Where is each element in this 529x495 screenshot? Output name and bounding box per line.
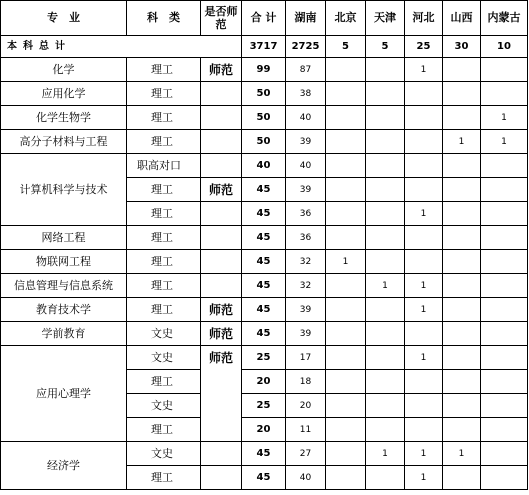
- major-name: 高分子材料与工程: [1, 130, 127, 154]
- category-cell: 理工: [127, 106, 201, 130]
- summary-value: 5: [366, 36, 405, 58]
- province-value-cell: [481, 370, 528, 394]
- province-value-cell: 1: [443, 130, 481, 154]
- total-cell: 45: [242, 226, 286, 250]
- normal-flag-cell: 师范: [201, 178, 242, 202]
- major-name: 化学生物学: [1, 106, 127, 130]
- province-value-cell: 18: [286, 370, 326, 394]
- province-value-cell: [443, 58, 481, 82]
- province-value-cell: [443, 250, 481, 274]
- province-value-cell: [443, 418, 481, 442]
- province-value-cell: 87: [286, 58, 326, 82]
- header-province-beijing: 北京: [326, 1, 366, 36]
- province-value-cell: [326, 130, 366, 154]
- category-cell: 职高对口: [127, 154, 201, 178]
- province-value-cell: [366, 346, 405, 370]
- province-value-cell: [443, 322, 481, 346]
- province-value-cell: [326, 178, 366, 202]
- province-value-cell: [481, 226, 528, 250]
- summary-value: 30: [443, 36, 481, 58]
- category-cell: 理工: [127, 466, 201, 490]
- province-value-cell: [443, 106, 481, 130]
- summary-value: 10: [481, 36, 528, 58]
- header-major: 专 业: [1, 1, 127, 36]
- total-cell: 20: [242, 418, 286, 442]
- province-value-cell: [366, 226, 405, 250]
- category-cell: 理工: [127, 130, 201, 154]
- summary-total: 3717: [242, 36, 286, 58]
- table-row: [1, 274, 528, 298]
- province-value-cell: [366, 466, 405, 490]
- province-value-cell: 1: [405, 346, 443, 370]
- header-province-tianjin: 天津: [366, 1, 405, 36]
- major-name: 应用心理学: [1, 346, 127, 442]
- category-cell: 文史: [127, 394, 201, 418]
- province-value-cell: [366, 298, 405, 322]
- province-value-cell: [366, 82, 405, 106]
- province-value-cell: 1: [405, 58, 443, 82]
- major-name: 教育技术学: [1, 298, 127, 322]
- category-cell: 理工: [127, 202, 201, 226]
- province-value-cell: [443, 298, 481, 322]
- province-value-cell: 40: [286, 106, 326, 130]
- province-value-cell: [405, 322, 443, 346]
- province-value-cell: 17: [286, 346, 326, 370]
- normal-flag-cell: 师范: [201, 346, 242, 442]
- table-row: [1, 346, 528, 370]
- province-value-cell: [481, 322, 528, 346]
- total-cell: 45: [242, 274, 286, 298]
- province-value-cell: 27: [286, 442, 326, 466]
- province-value-cell: [366, 322, 405, 346]
- province-value-cell: 11: [286, 418, 326, 442]
- province-value-cell: [326, 106, 366, 130]
- table-row: [1, 322, 528, 346]
- header-category: 科 类: [127, 1, 201, 36]
- province-value-cell: [405, 154, 443, 178]
- table-row: [1, 58, 528, 82]
- category-cell: 理工: [127, 178, 201, 202]
- normal-flag-cell: [201, 202, 242, 226]
- total-cell: 50: [242, 82, 286, 106]
- normal-flag-cell: [201, 130, 242, 154]
- province-value-cell: [481, 418, 528, 442]
- summary-value: 25: [405, 36, 443, 58]
- province-value-cell: [443, 346, 481, 370]
- province-value-cell: [481, 154, 528, 178]
- province-value-cell: [481, 298, 528, 322]
- table-row: [1, 442, 528, 466]
- summary-value: 2725: [286, 36, 326, 58]
- province-value-cell: 1: [366, 274, 405, 298]
- normal-flag-cell: [201, 466, 242, 490]
- category-cell: 文史: [127, 322, 201, 346]
- province-value-cell: [481, 58, 528, 82]
- header-total: 合 计: [242, 1, 286, 36]
- summary-row: [1, 36, 528, 58]
- province-value-cell: [443, 466, 481, 490]
- province-value-cell: [405, 250, 443, 274]
- province-value-cell: [366, 154, 405, 178]
- province-value-cell: 1: [326, 250, 366, 274]
- province-value-cell: 38: [286, 82, 326, 106]
- normal-flag-cell: [201, 442, 242, 466]
- province-value-cell: [481, 466, 528, 490]
- province-value-cell: 1: [405, 274, 443, 298]
- province-value-cell: [405, 82, 443, 106]
- total-cell: 45: [242, 442, 286, 466]
- total-cell: 40: [242, 154, 286, 178]
- total-cell: 45: [242, 250, 286, 274]
- header-province-hunan: 湖南: [286, 1, 326, 36]
- province-value-cell: [443, 226, 481, 250]
- province-value-cell: [405, 106, 443, 130]
- total-cell: 45: [242, 298, 286, 322]
- major-name: 信息管理与信息系统: [1, 274, 127, 298]
- province-value-cell: 1: [481, 106, 528, 130]
- table-row: [1, 82, 528, 106]
- province-value-cell: [481, 250, 528, 274]
- table-row: [1, 250, 528, 274]
- province-value-cell: 36: [286, 226, 326, 250]
- province-value-cell: [481, 442, 528, 466]
- province-value-cell: 39: [286, 130, 326, 154]
- category-cell: 理工: [127, 370, 201, 394]
- category-cell: 理工: [127, 274, 201, 298]
- category-cell: 理工: [127, 418, 201, 442]
- province-value-cell: [443, 370, 481, 394]
- normal-flag-cell: 师范: [201, 322, 242, 346]
- category-cell: 文史: [127, 346, 201, 370]
- province-value-cell: [443, 154, 481, 178]
- category-cell: 理工: [127, 58, 201, 82]
- province-value-cell: [326, 58, 366, 82]
- total-cell: 99: [242, 58, 286, 82]
- province-value-cell: 39: [286, 298, 326, 322]
- province-value-cell: [443, 394, 481, 418]
- summary-label: 本科总计: [1, 36, 242, 58]
- province-value-cell: [481, 178, 528, 202]
- total-cell: 50: [242, 130, 286, 154]
- province-value-cell: 1: [405, 202, 443, 226]
- province-value-cell: [326, 82, 366, 106]
- category-cell: 理工: [127, 82, 201, 106]
- total-cell: 50: [242, 106, 286, 130]
- province-value-cell: [481, 394, 528, 418]
- normal-flag-cell: 师范: [201, 58, 242, 82]
- category-cell: 理工: [127, 226, 201, 250]
- province-value-cell: [366, 370, 405, 394]
- province-value-cell: [443, 82, 481, 106]
- major-name: 物联网工程: [1, 250, 127, 274]
- province-value-cell: [443, 274, 481, 298]
- table-body: [1, 1, 528, 490]
- major-name: 学前教育: [1, 322, 127, 346]
- province-value-cell: [405, 370, 443, 394]
- province-value-cell: [481, 346, 528, 370]
- category-cell: 理工: [127, 298, 201, 322]
- normal-flag-cell: [201, 106, 242, 130]
- total-cell: 45: [242, 178, 286, 202]
- province-value-cell: [481, 82, 528, 106]
- province-value-cell: 40: [286, 466, 326, 490]
- province-value-cell: [443, 178, 481, 202]
- province-value-cell: [326, 202, 366, 226]
- province-value-cell: [366, 394, 405, 418]
- province-value-cell: [326, 322, 366, 346]
- total-cell: 45: [242, 322, 286, 346]
- major-name: 化学: [1, 58, 127, 82]
- province-value-cell: 40: [286, 154, 326, 178]
- province-value-cell: [326, 370, 366, 394]
- header-row: [1, 1, 528, 36]
- major-name: 经济学: [1, 442, 127, 490]
- province-value-cell: [326, 394, 366, 418]
- header-province-hebei: 河北: [405, 1, 443, 36]
- province-value-cell: 1: [405, 298, 443, 322]
- province-value-cell: [326, 466, 366, 490]
- province-value-cell: 1: [443, 442, 481, 466]
- province-value-cell: 39: [286, 178, 326, 202]
- header-province-neimenggu: 内蒙古: [481, 1, 528, 36]
- province-value-cell: [405, 130, 443, 154]
- province-value-cell: [326, 154, 366, 178]
- province-value-cell: [326, 274, 366, 298]
- table-row: [1, 154, 528, 178]
- major-name: 计算机科学与技术: [1, 154, 127, 226]
- province-value-cell: 32: [286, 250, 326, 274]
- province-value-cell: 1: [405, 442, 443, 466]
- major-name: 应用化学: [1, 82, 127, 106]
- table-row: [1, 298, 528, 322]
- normal-flag-cell: [201, 274, 242, 298]
- province-value-cell: [481, 274, 528, 298]
- normal-flag-cell: [201, 154, 242, 178]
- header-province-shanxi: 山西: [443, 1, 481, 36]
- province-value-cell: [326, 226, 366, 250]
- normal-flag-cell: [201, 82, 242, 106]
- province-value-cell: [405, 226, 443, 250]
- province-value-cell: [366, 106, 405, 130]
- total-cell: 20: [242, 370, 286, 394]
- total-cell: 25: [242, 346, 286, 370]
- total-cell: 45: [242, 202, 286, 226]
- province-value-cell: 1: [405, 466, 443, 490]
- normal-flag-cell: [201, 226, 242, 250]
- province-value-cell: [366, 58, 405, 82]
- summary-value: 5: [326, 36, 366, 58]
- total-cell: 25: [242, 394, 286, 418]
- province-value-cell: 36: [286, 202, 326, 226]
- major-name: 网络工程: [1, 226, 127, 250]
- header-is-normal: 是否师范: [201, 1, 242, 36]
- province-value-cell: [326, 442, 366, 466]
- normal-flag-cell: [201, 250, 242, 274]
- table-row: [1, 106, 528, 130]
- category-cell: 文史: [127, 442, 201, 466]
- total-cell: 45: [242, 466, 286, 490]
- province-value-cell: 32: [286, 274, 326, 298]
- province-value-cell: [405, 418, 443, 442]
- province-value-cell: [366, 130, 405, 154]
- province-value-cell: [326, 298, 366, 322]
- province-value-cell: 20: [286, 394, 326, 418]
- province-value-cell: [326, 346, 366, 370]
- province-value-cell: 39: [286, 322, 326, 346]
- province-value-cell: [443, 202, 481, 226]
- table-row: [1, 130, 528, 154]
- category-cell: 理工: [127, 250, 201, 274]
- province-value-cell: 1: [366, 442, 405, 466]
- province-value-cell: [405, 178, 443, 202]
- province-value-cell: [366, 418, 405, 442]
- province-value-cell: [481, 202, 528, 226]
- province-value-cell: [366, 250, 405, 274]
- table-row: [1, 226, 528, 250]
- province-value-cell: [405, 394, 443, 418]
- province-value-cell: 1: [481, 130, 528, 154]
- province-value-cell: [366, 202, 405, 226]
- province-value-cell: [366, 178, 405, 202]
- province-value-cell: [326, 418, 366, 442]
- normal-flag-cell: 师范: [201, 298, 242, 322]
